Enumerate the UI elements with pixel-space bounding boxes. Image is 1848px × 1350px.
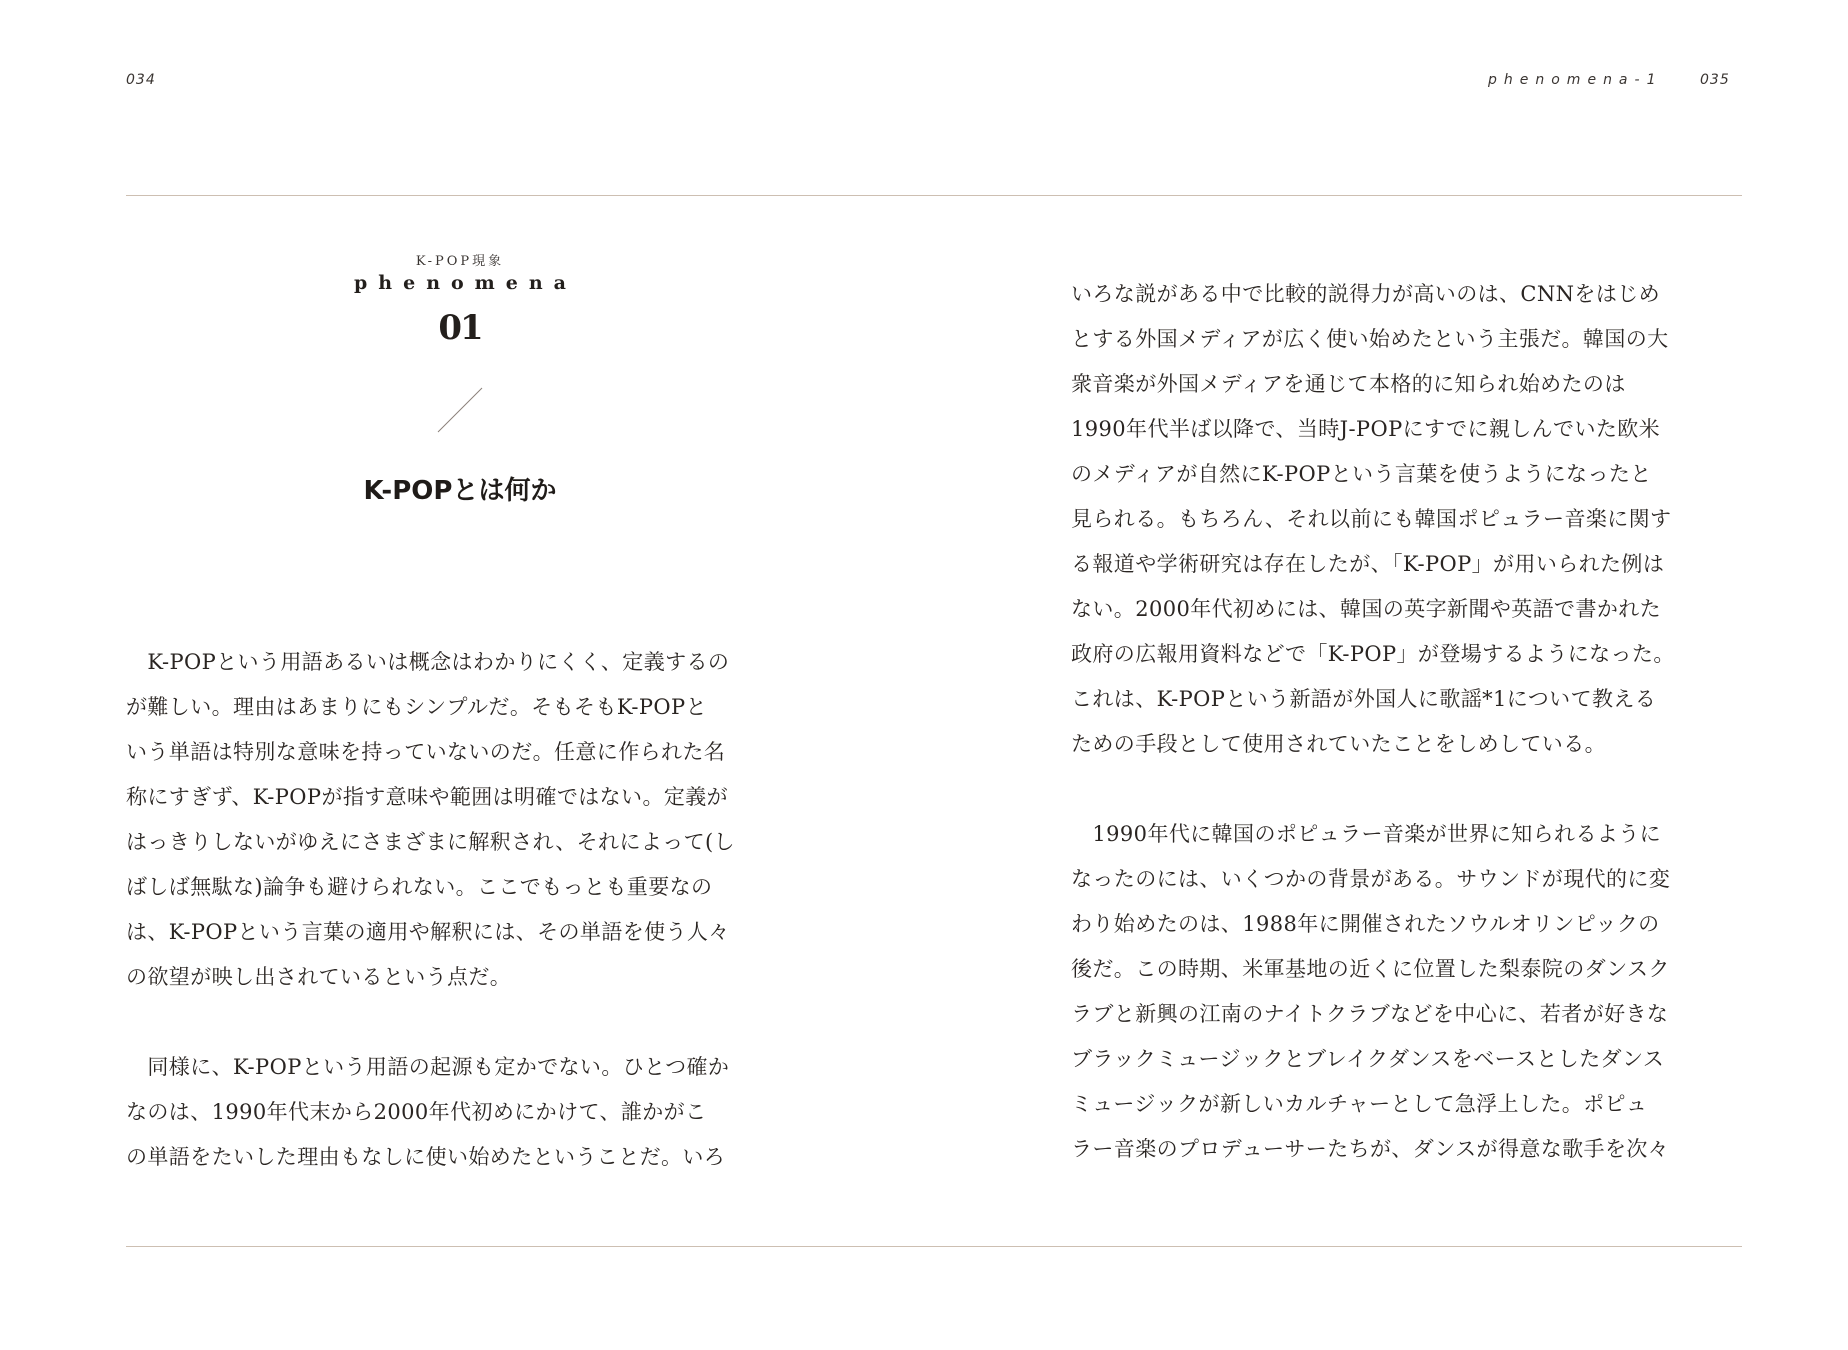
text-line: いろな説がある中で比較的説得力が高いのは、CNNをはじめ bbox=[1071, 282, 1661, 306]
text-line: 1990年代半ば以降で、当時J-POPにすでに親しんでいた欧米 bbox=[1071, 417, 1661, 441]
text-line: ブラックミュージックとブレイクダンスをベースとしたダンス bbox=[1071, 1047, 1665, 1071]
text-line: の単語をたいした理由もなしに使い始めたということだ。いろ bbox=[126, 1145, 726, 1169]
text-line: いう単語は特別な意味を持っていないのだ。任意に作られた名 bbox=[126, 740, 726, 764]
text-line: ラブと新興の江南のナイトクラブなどを中心に、若者が好きな bbox=[1071, 1002, 1669, 1026]
chapter-word: phenomena bbox=[354, 272, 577, 294]
left-page-number: 034 bbox=[126, 72, 156, 88]
text-line: る報道や学術研究は存在したが、「K-POP」が用いられた例は bbox=[1071, 552, 1665, 576]
right-paragraph-2 bbox=[1071, 812, 1751, 1172]
text-line: の欲望が映し出されているという点だ。 bbox=[126, 965, 512, 989]
running-head-section: phenomena-1 bbox=[1488, 72, 1663, 88]
chapter-number: 01 bbox=[438, 308, 482, 348]
text-line: のメディアが自然にK-POPという言葉を使うようになったと bbox=[1071, 462, 1652, 486]
text-line: とする外国メディアが広く使い始めたという主張だ。韓国の大 bbox=[1071, 327, 1669, 351]
text-line: ばしば無駄な)論争も避けられない。ここでもっとも重要なの bbox=[126, 875, 713, 899]
bottom-rule bbox=[126, 1246, 1742, 1247]
slash-divider bbox=[436, 386, 484, 434]
right-page-number: 035 bbox=[1700, 72, 1730, 88]
text-line: 後だ。この時期、米軍基地の近くに位置した梨泰院のダンスク bbox=[1071, 957, 1670, 981]
text-line: 同様に、K-POPという用語の起源も定かでない。ひとつ確か bbox=[126, 1055, 730, 1079]
text-line: 政府の広報用資料などで「K-POP」が登場するようになった。 bbox=[1071, 642, 1675, 666]
left-paragraph-1 bbox=[126, 640, 806, 1000]
text-line: なったのには、いくつかの背景がある。サウンドが現代的に変 bbox=[1071, 867, 1671, 891]
text-line: ない。2000年代初めには、韓国の英字新聞や英語で書かれた bbox=[1071, 597, 1662, 621]
text-line: これは、K-POPという新語が外国人に歌謡*1について教える bbox=[1071, 687, 1657, 711]
chapter-label: K-POP現象 bbox=[415, 254, 505, 269]
text-line: 衆音楽が外国メディアを通じて本格的に知られ始めたのは bbox=[1071, 372, 1626, 396]
text-line: ミュージックが新しいカルチャーとして急浮上した。ポピュ bbox=[1071, 1092, 1648, 1116]
text-line: わり始めたのは、1988年に開催されたソウルオリンピックの bbox=[1071, 912, 1660, 936]
chapter-heading: K-POPとは何か bbox=[363, 476, 557, 506]
text-line: 1990年代に韓国のポピュラー音楽が世界に知られるように bbox=[1071, 822, 1662, 846]
right-paragraph-1 bbox=[1071, 272, 1751, 767]
text-line: ための手段として使用されていたことをしめしている。 bbox=[1071, 732, 1606, 756]
text-line: なのは、1990年代末から2000年代初めにかけて、誰かがこ bbox=[126, 1100, 707, 1124]
top-rule bbox=[126, 195, 1742, 196]
text-line: はっきりしないがゆえにさまざまに解釈され、それによって(し bbox=[126, 830, 736, 854]
text-line: ラー音楽のプロデューサーたちが、ダンスが得意な歌手を次々 bbox=[1071, 1137, 1670, 1161]
text-line: が難しい。理由はあまりにもシンプルだ。そもそもK-POPと bbox=[126, 695, 707, 719]
text-line: 見られる。もちろん、それ以前にも韓国ポピュラー音楽に関す bbox=[1071, 507, 1672, 531]
left-paragraph-2 bbox=[126, 1045, 806, 1180]
text-line: K-POPという用語あるいは概念はわかりにくく、定義するの bbox=[126, 650, 730, 674]
text-line: 称にすぎず、K-POPが指す意味や範囲は明確ではない。定義が bbox=[126, 785, 729, 809]
text-line: は、K-POPという言葉の適用や解釈には、その単語を使う人々 bbox=[126, 920, 730, 944]
